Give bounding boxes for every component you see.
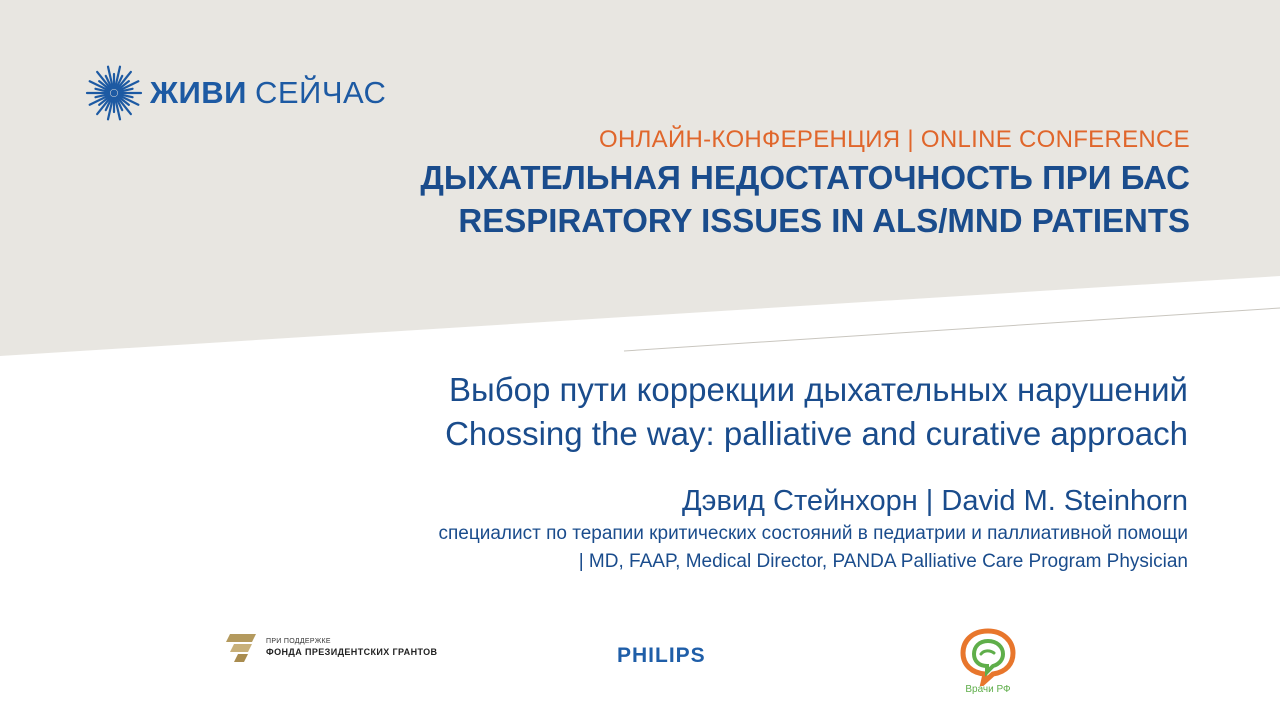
starburst-icon	[84, 64, 144, 122]
speaker-role-line1: специалист по терапии критических состояний в педиатрии и паллиативной помощи	[438, 523, 1188, 544]
talk-title-en: Chossing the way: palliative and curative approach	[445, 415, 1188, 452]
fpg-caption: ПРИ ПОДДЕРЖКЕ	[266, 638, 331, 645]
conference-header	[420, 124, 1190, 242]
sponsor-fpg-logo	[226, 632, 437, 662]
conference-kicker: ОНЛАЙН-КОНФЕРЕНЦИЯ | ONLINE CONFERENCE	[599, 126, 1190, 153]
sponsor-philips-logo: PHILIPS	[617, 644, 706, 667]
speech-bubble-icon	[957, 626, 1019, 686]
brand-logo	[84, 64, 386, 122]
talk-info	[438, 368, 1188, 576]
brand-name-light: СЕЙЧАС	[254, 75, 387, 110]
talk-title-ru: Выбор пути коррекции дыхательных нарушений	[449, 371, 1188, 408]
conference-title-ru: ДЫХАТЕЛЬНАЯ НЕДОСТАТОЧНОСТЬ ПРИ БАС	[420, 159, 1190, 196]
vrachi-label: Врачи РФ	[965, 684, 1011, 695]
conference-title-en: RESPIRATORY ISSUES IN ALS/MND PATIENTS	[458, 202, 1190, 239]
speaker-name: Дэвид Стейнхорн | David M. Steinhorn	[682, 485, 1188, 517]
brand-name-bold: ЖИВИ	[150, 75, 247, 110]
speaker-role-line2: | MD, FAAP, Medical Director, PANDA Palliative Care Program Physician	[578, 551, 1188, 572]
fpg-emblem-icon	[226, 632, 260, 662]
fpg-name: ФОНДА ПРЕЗИДЕНТСКИХ ГРАНТОВ	[266, 647, 438, 657]
sponsor-vrachi-logo	[952, 626, 1024, 695]
